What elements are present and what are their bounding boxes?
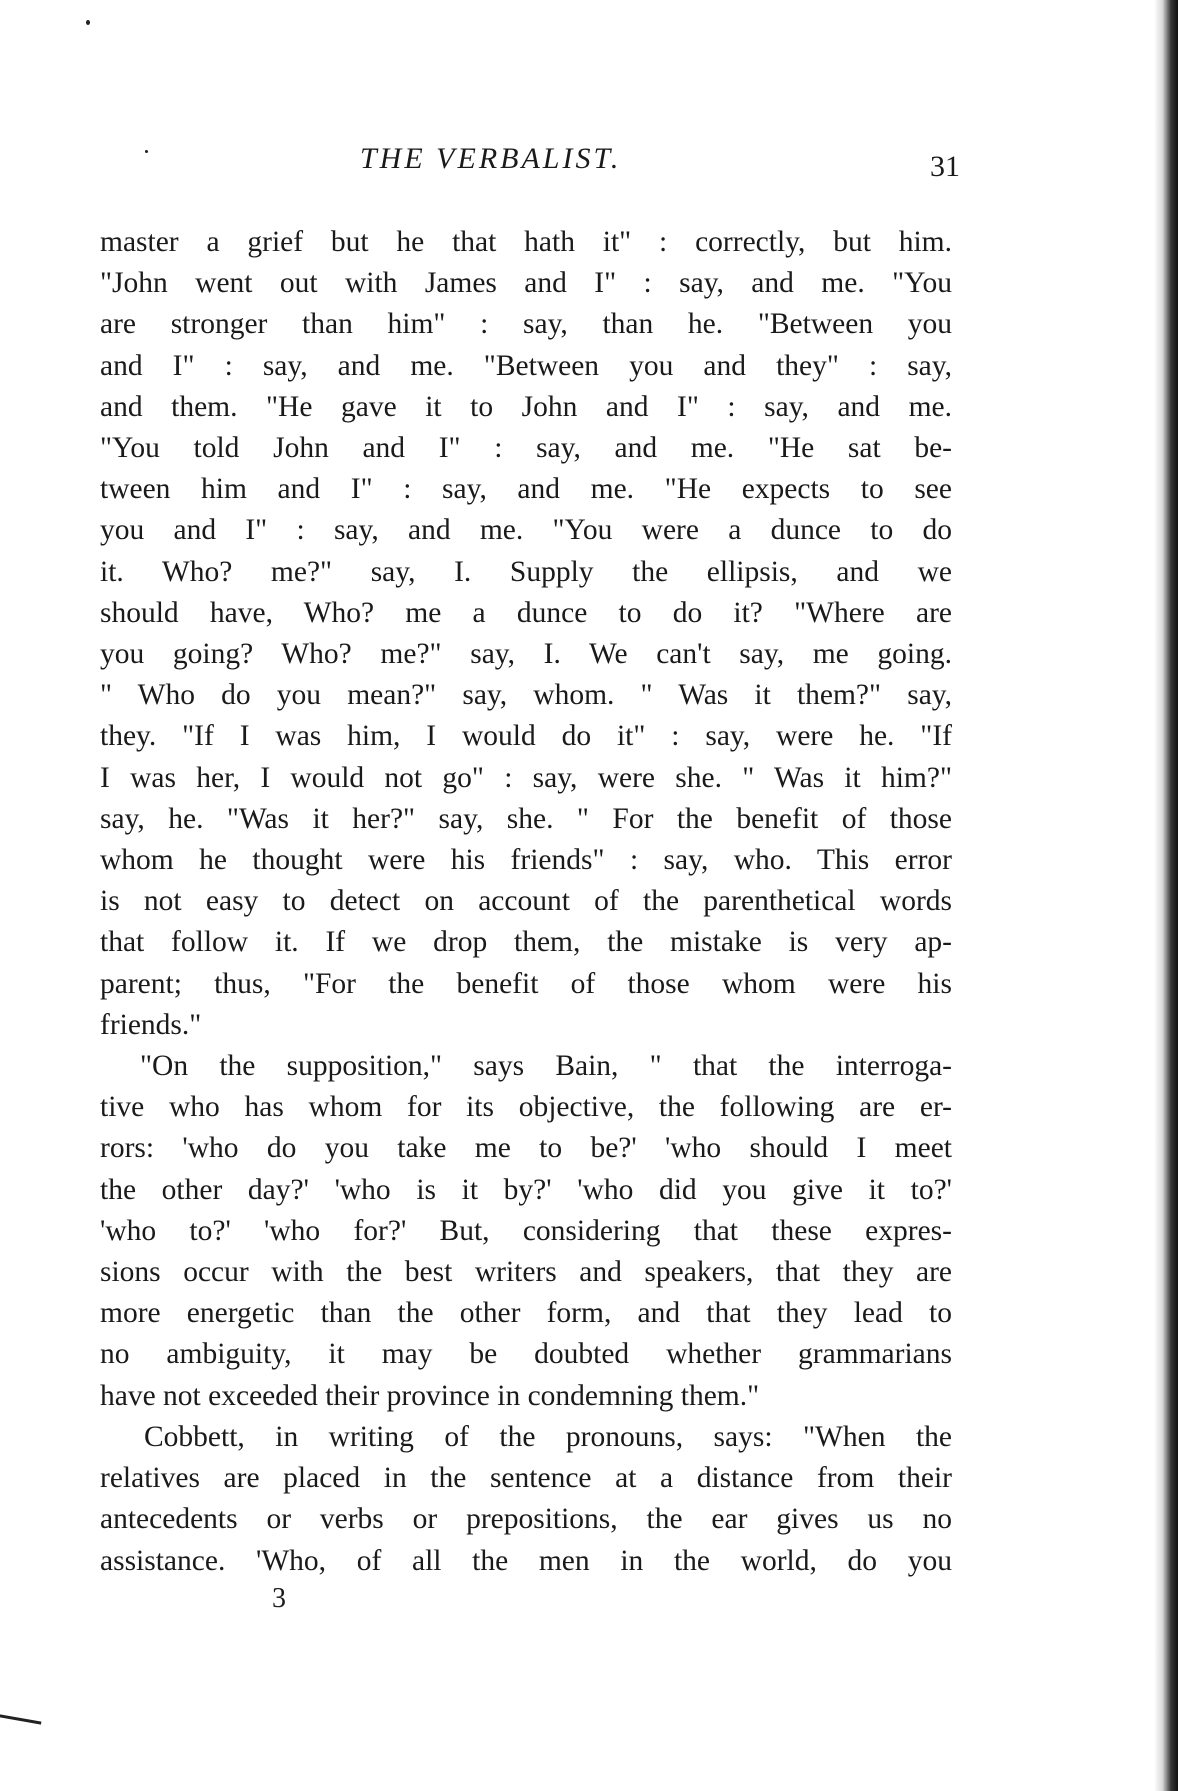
text-line: assistance. 'Who, of all the men in the world, do you	[100, 1544, 952, 1577]
text-line: the other day?' 'who is it by?' 'who did you give it to?'	[100, 1173, 952, 1206]
paragraph-3	[100, 1417, 952, 1582]
text-line: it. Who? me?" say, I. Supply the ellipsis, and we	[100, 555, 952, 588]
text-line: have not exceeded their province in condemning them."	[100, 1379, 760, 1412]
text-line: 'who to?' 'who for?' But, considering that these expres-	[100, 1214, 952, 1247]
text-line: Cobbett, in writing of the pronouns, says: "When the	[144, 1420, 952, 1453]
text-line: friends."	[100, 1008, 202, 1041]
text-line: antecedents or verbs or prepositions, the ear gives us no	[100, 1503, 952, 1536]
text-line: sions occur with the best writers and speakers, that they are	[100, 1256, 952, 1289]
text-line: master a grief but he that hath it" : correctly, but him.	[100, 226, 952, 258]
text-line: "John went out with James and I" : say, and me. "You	[100, 267, 952, 300]
text-line: is not easy to detect on account of the parenthetical words	[100, 885, 952, 918]
page-edge-shadow	[1154, 0, 1178, 1791]
text-line: and them. "He gave it to John and I" : say, and me.	[100, 390, 952, 423]
paragraph-1	[100, 222, 952, 1046]
text-line: "On the supposition," says Bain, " that the interroga-	[140, 1050, 952, 1083]
page-number: 31	[930, 150, 960, 183]
text-line: rors: 'who do you take me to be?' 'who should I meet	[100, 1132, 952, 1165]
text-line: "You told John and I" : say, and me. "He sat be-	[100, 432, 952, 465]
text-line: tive who has whom for its objective, the following are er-	[100, 1091, 952, 1124]
text-line: you and I" : say, and me. "You were a dunce to do	[100, 514, 952, 547]
text-line: and I" : say, and me. "Between you and they" : say,	[100, 349, 952, 382]
text-line: whom he thought were his friends" : say, who. This error	[100, 844, 952, 877]
text-line: are stronger than him" : say, than he. "Between you	[100, 308, 952, 341]
body-text	[100, 222, 952, 1582]
text-line: should have, Who? me a dunce to do it? "Where are	[100, 596, 952, 629]
text-line: more energetic than the other form, and that they lead to	[100, 1297, 952, 1330]
signature-mark: 3	[272, 1583, 286, 1614]
text-line: say, he. "Was it her?" say, she. " For the benefit of those	[100, 802, 952, 835]
text-line: that follow it. If we drop them, the mistake is very ap-	[100, 926, 952, 959]
text-line: " Who do you mean?" say, whom. " Was it them?" say,	[100, 679, 952, 712]
margin-mark	[0, 1708, 42, 1724]
paragraph-2	[100, 1046, 952, 1417]
text-line: they. "If I was him, I would do it" : say, were he. "If	[100, 720, 952, 753]
text-line: you going? Who? me?" say, I. We can't say, me going.	[100, 638, 952, 671]
page-header	[100, 142, 960, 192]
text-line: parent; thus, "For the benefit of those whom were his	[100, 967, 952, 1000]
ink-speck	[86, 20, 90, 25]
text-line: I was her, I would not go" : say, were she. " Was it him?"	[100, 761, 952, 794]
text-line: no ambiguity, it may be doubted whether grammarians	[100, 1338, 952, 1371]
text-line: relatives are placed in the sentence at a distance from their	[100, 1462, 952, 1495]
running-head: THE VERBALIST.	[360, 142, 622, 175]
text-line: tween him and I" : say, and me. "He expects to see	[100, 473, 952, 506]
